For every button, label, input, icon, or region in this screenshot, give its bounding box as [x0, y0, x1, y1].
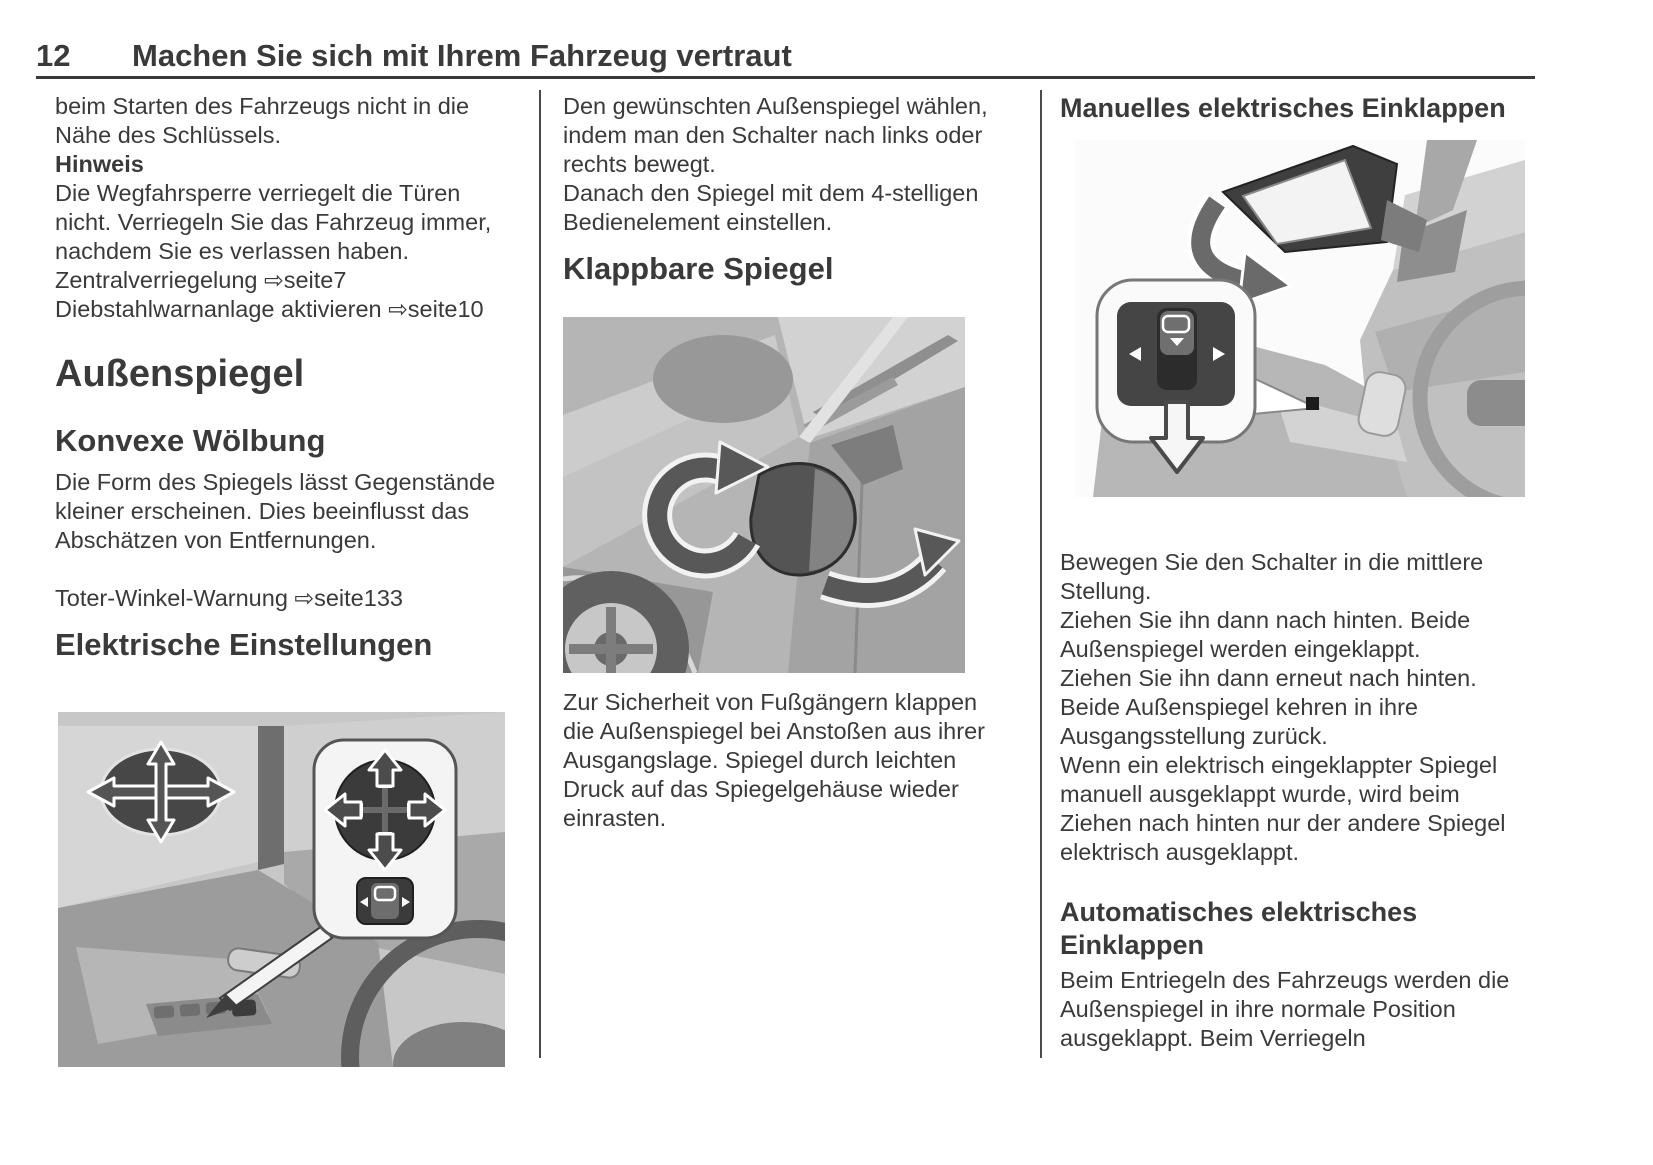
- figure-folding-mirror: [563, 317, 965, 673]
- page-number: 12: [36, 38, 71, 73]
- figure-electric-mirror-adjustment: [58, 712, 505, 1067]
- crossref-central-locking: Zentralverriegelung ⇨seite7: [55, 267, 347, 293]
- subheading-automatic-electric-folding: Automatisches elektrisches Einklappen: [1060, 897, 1418, 960]
- column-separator: [539, 90, 541, 1058]
- headrest: [653, 335, 793, 423]
- paragraph-mirror-select: Den gewünschten Außenspiegel wählen, indem man den Schalter nach links oder rechts bewegt.: [563, 93, 988, 177]
- column-separator: [1040, 90, 1042, 1058]
- mirror-selector-switch-icon: [357, 878, 413, 924]
- crossref-blind-spot: Toter-Winkel-Warnung ⇨seite133: [55, 585, 403, 611]
- subheading-manual-electric-folding: Manuelles elektrisches Einklappen: [1060, 93, 1506, 123]
- paragraph-pedestrian-safety: Zur Sicherheit von Fußgängern klappen die Außenspiegel bei Anstoßen aus ihrer Ausgangslage. Spiegel durch leichten Druck auf das Spiegelgehäuse wieder einrasten.: [563, 689, 985, 831]
- section-heading-exterior-mirrors: Außenspiegel: [55, 353, 305, 395]
- paragraph-mirror-adjust: Danach den Spiegel mit dem 4-stelligen Bedienelement einstellen.: [563, 180, 979, 235]
- note-heading: Hinweis: [55, 151, 144, 177]
- figure-manual-electric-folding: [1075, 140, 1525, 497]
- paragraph-manual-unfold-note: Wenn ein elektrisch eingeklappter Spiegel manuell ausgeklappt wurde, wird beim Ziehen nach hinten nur der andere Spiegel elektrisch ausgeklappt.: [1060, 752, 1506, 865]
- electric-adjustment-illustration: [58, 712, 505, 1067]
- manual-folding-steps: [1060, 548, 1518, 867]
- paragraph-immobilizer-note: Die Wegfahrsperre verriegelt die Türen nicht. Verriegeln Sie das Fahrzeug immer, nachdem Sie es verlassen haben.: [55, 180, 492, 264]
- paragraph-automatic-folding: Beim Entriegeln des Fahrzeugs werden die Außenspiegel in ihre normale Position ausgeklappt. Beim Verriegeln: [1060, 967, 1510, 1051]
- subheading-folding-mirrors: Klappbare Spiegel: [563, 251, 834, 286]
- paragraph-step-middle-position: Bewegen Sie den Schalter in die mittlere Stellung.: [1060, 549, 1484, 604]
- folding-mirror-illustration: [563, 317, 965, 673]
- subheading-electric-adjustment: Elektrische Einstellungen: [55, 627, 433, 662]
- callout-target-icon: [1306, 397, 1319, 410]
- paragraph-step-pull-back-again: Ziehen Sie ihn dann erneut nach hinten. Beide Außenspiegel kehren in ihre Ausgangsstellung zurück.: [1060, 665, 1477, 749]
- paragraph-key-warning: beim Starten des Fahrzeugs nicht in die Nähe des Schlüssels.: [55, 93, 470, 148]
- page-title: Machen Sie sich mit Ihrem Fahrzeug vertraut: [132, 38, 792, 73]
- header-rule: [36, 76, 1535, 79]
- crossref-anti-theft-alarm: Diebstahlwarnanlage aktivieren ⇨seite10: [55, 296, 484, 322]
- folded-exterior-mirror: [751, 463, 855, 575]
- paragraph-step-pull-back: Ziehen Sie ihn dann nach hinten. Beide Außenspiegel werden eingeklappt.: [1060, 607, 1471, 662]
- subheading-convex-shape: Konvexe Wölbung: [55, 423, 326, 458]
- paragraph-convex-shape: Die Form des Spiegels lässt Gegenstände kleiner erscheinen. Dies beeinflusst das Abschätzen von Entfernungen.: [55, 469, 496, 553]
- manual-folding-illustration: [1075, 140, 1525, 497]
